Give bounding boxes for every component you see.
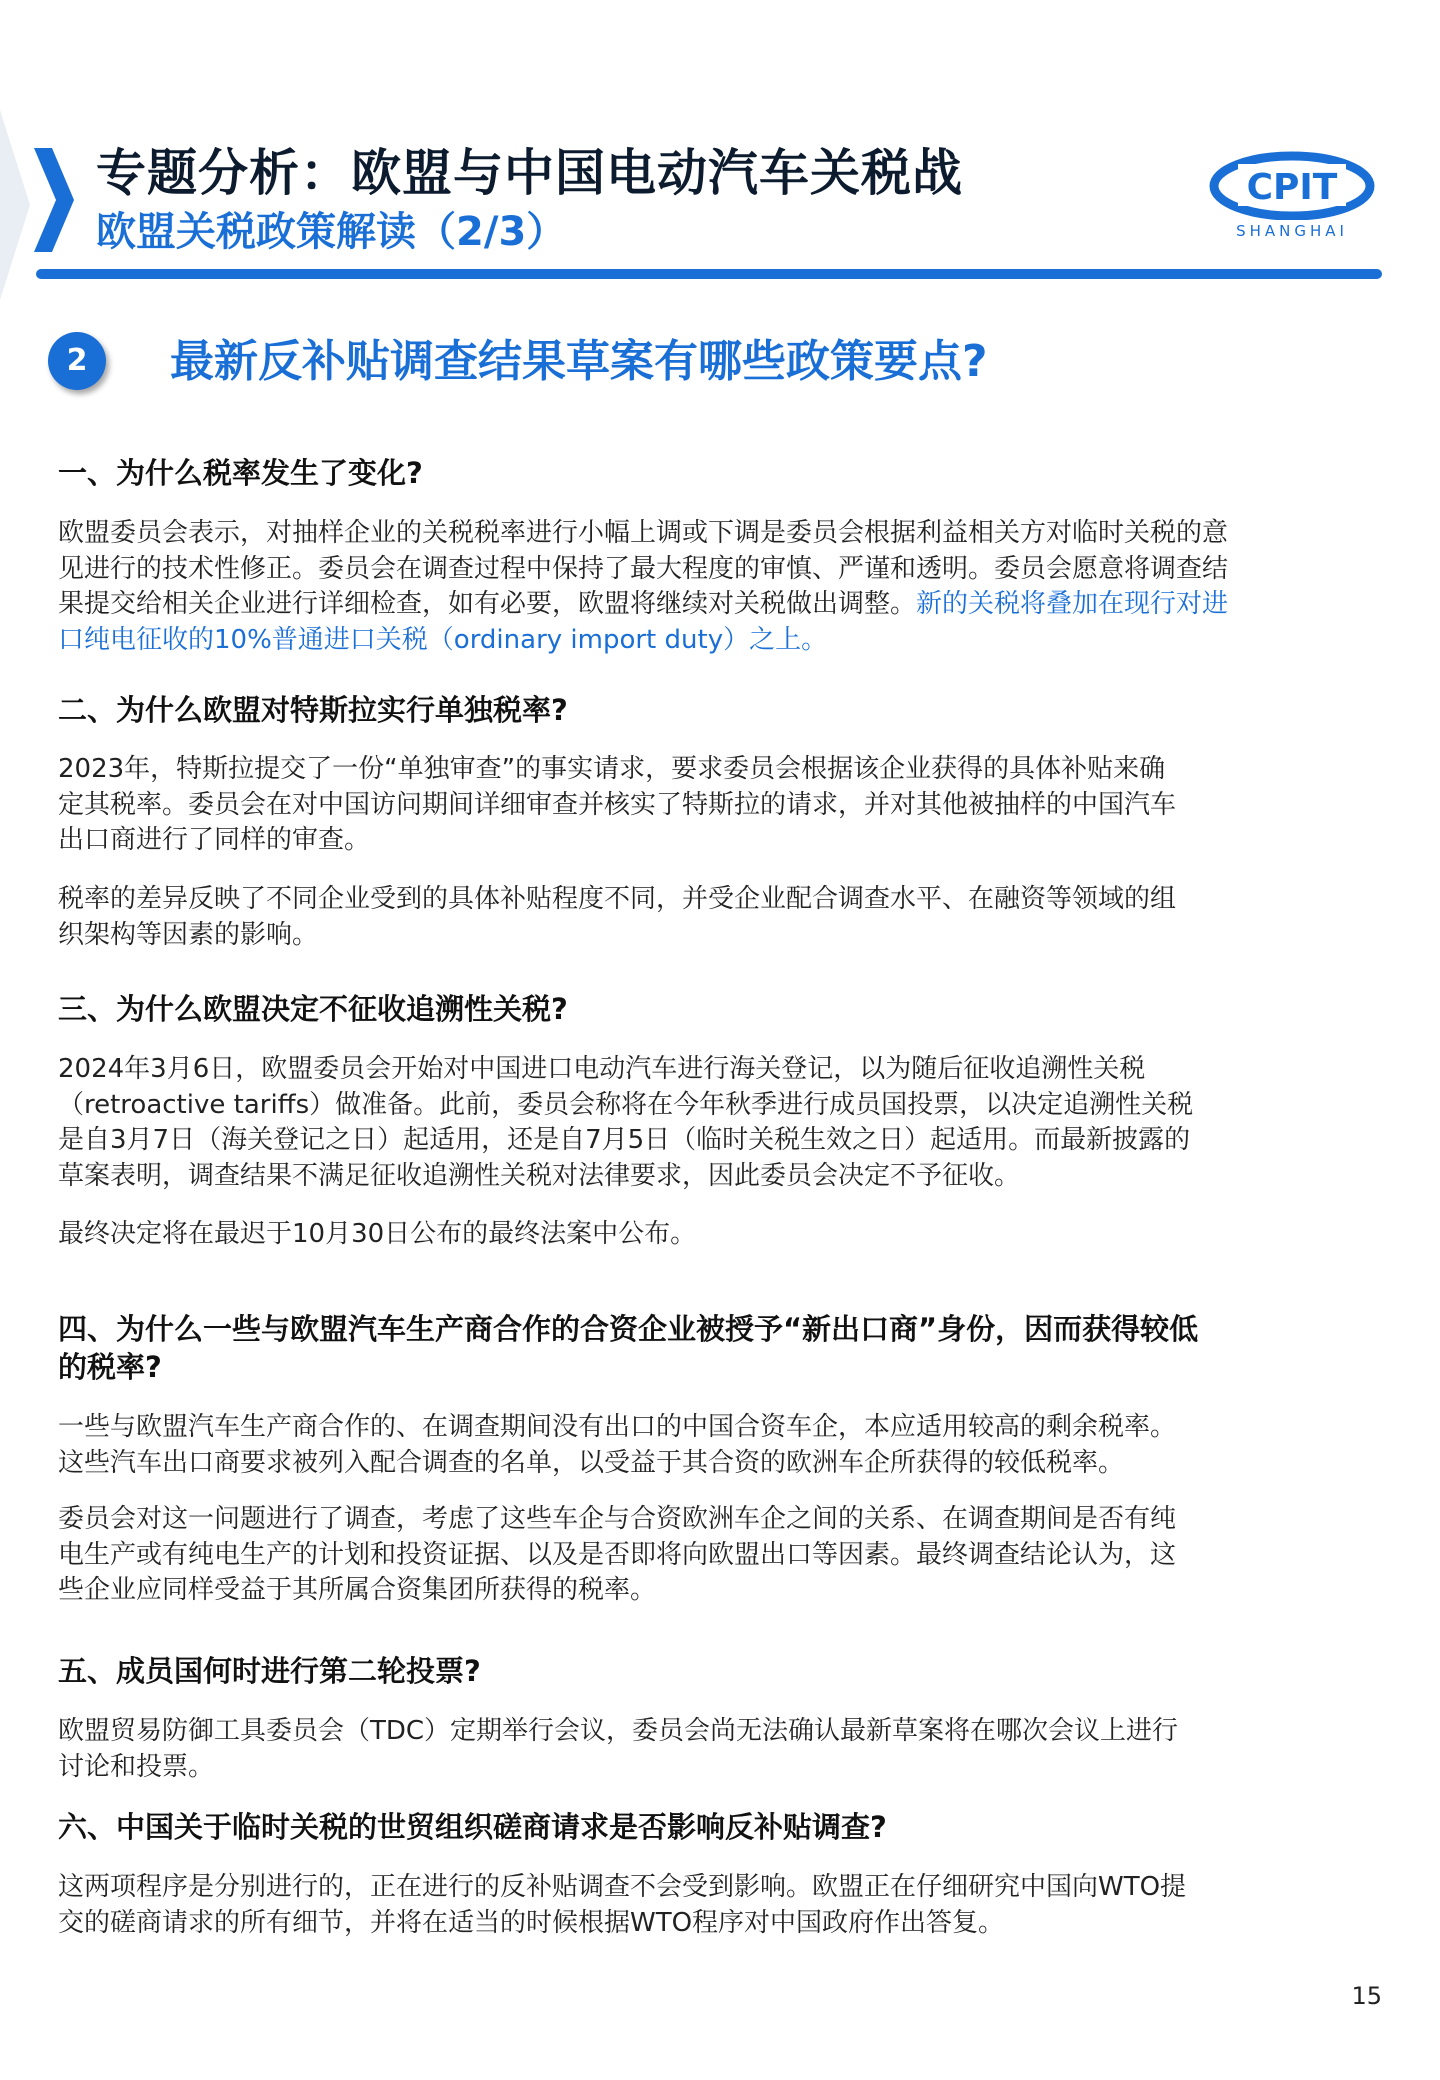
paragraph-line: 交的磋商请求的所有细节，并将在适当的时候根据WTO程序对中国政府作出答复。 bbox=[58, 1907, 1005, 1938]
edge-decoration bbox=[0, 110, 30, 300]
paragraph-line: 织架构等因素的影响。 bbox=[58, 919, 319, 950]
heading-line: 的税率? bbox=[58, 1350, 162, 1384]
item-2-paragraph-2 bbox=[58, 882, 1388, 953]
paragraph-line: 税率的差异反映了不同企业受到的具体补贴程度不同，并受企业配合调查水平、在融资等领域的组 bbox=[58, 884, 1177, 914]
page-number: 15 bbox=[1351, 1982, 1382, 2010]
item-3-heading: 三、为什么欧盟决定不征收追溯性关税? bbox=[58, 992, 568, 1026]
paragraph-line: 定其税率。委员会在对中国访问期间详细审查并核实了特斯拉的请求，并对其他被抽样的中国汽车 bbox=[58, 789, 1177, 820]
item-4-heading bbox=[58, 1310, 1388, 1386]
item-2-paragraph-1 bbox=[58, 752, 1388, 859]
item-6-paragraph bbox=[58, 1870, 1388, 1941]
paragraph-line: 电生产或有纯电生产的计划和投资证据、以及是否即将向欧盟出口等因素。最终调查结论认为，这 bbox=[58, 1539, 1177, 1570]
cpit-logo bbox=[1208, 150, 1376, 242]
paragraph-line: 欧盟贸易防御工具委员会（TDC）定期举行会议，委员会尚无法确认最新草案将在哪次会议上进行 bbox=[58, 1716, 1179, 1746]
paragraph-line: 些企业应同样受益于其所属合资集团所获得的税率。 bbox=[58, 1575, 657, 1605]
chevron-right-icon bbox=[34, 148, 74, 252]
item-6-heading: 六、中国关于临时关税的世贸组织磋商请求是否影响反补贴调查? bbox=[58, 1810, 887, 1844]
paragraph-line: 是自3月7日（海关登记之日）起适用，还是自7月5日（临时关税生效之日）起适用。而最新披露的 bbox=[58, 1125, 1191, 1155]
item-4-paragraph-1 bbox=[58, 1410, 1388, 1481]
paragraph-line: 委员会对这一问题进行了调查，考虑了这些车企与合资欧洲车企之间的关系、在调查期间是否有纯 bbox=[58, 1504, 1177, 1534]
paragraph-line: 2024年3月6日，欧盟委员会开始对中国进口电动汽车进行海关登记，以为随后征收追溯性关税 bbox=[58, 1054, 1146, 1084]
paragraph-line: 见进行的技术性修正。委员会在调查过程中保持了最大程度的审慎、严谨和透明。委员会愿意将调查结 bbox=[58, 553, 1229, 584]
logo-caption: SHANGHAI bbox=[1236, 222, 1348, 240]
paragraph-line: 讨论和投票。 bbox=[58, 1751, 215, 1782]
item-1-heading: 一、为什么税率发生了变化? bbox=[58, 456, 423, 490]
paragraph-text: 果提交给相关企业进行详细检查，如有必要，欧盟将继续对关税做出调整。 bbox=[58, 589, 917, 619]
section-number-badge: 2 bbox=[48, 332, 106, 390]
item-2-heading: 二、为什么欧盟对特斯拉实行单独税率? bbox=[58, 693, 568, 727]
paragraph-line: 出口商进行了同样的审查。 bbox=[58, 825, 371, 855]
paragraph-line: 这两项程序是分别进行的，正在进行的反补贴调查不会受到影响。欧盟正在仔细研究中国向WTO提 bbox=[58, 1872, 1187, 1902]
item-3-paragraph-1 bbox=[58, 1052, 1388, 1194]
heading-line: 四、为什么一些与欧盟汽车生产商合作的合资企业被授予“新出口商”身份，因而获得较低 bbox=[58, 1312, 1199, 1346]
cpit-logo-mark bbox=[1208, 150, 1376, 220]
header-divider bbox=[36, 269, 1382, 279]
paragraph-line: 2023年，特斯拉提交了一份“单独审查”的事实请求，要求委员会根据该企业获得的具体补贴来确 bbox=[58, 754, 1166, 784]
paragraph-line: 这些汽车出口商要求被列入配合调查的名单，以受益于其合资的欧洲车企所获得的较低税率。 bbox=[58, 1447, 1125, 1478]
page-subtitle: 欧盟关税政策解读（2/3） bbox=[96, 209, 567, 255]
paragraph-line: 最终决定将在最迟于10月30日公布的最终法案中公布。 bbox=[58, 1219, 697, 1249]
item-5-heading: 五、成员国何时进行第二轮投票? bbox=[58, 1654, 481, 1688]
paragraph-line bbox=[58, 587, 1388, 623]
logo-mark-text: CPIT bbox=[1246, 167, 1338, 208]
item-4-paragraph-2 bbox=[58, 1502, 1388, 1609]
item-5-paragraph bbox=[58, 1714, 1388, 1785]
highlighted-line: 口纯电征收的10%普通进口关税（ordinary import duty）之上。 bbox=[58, 624, 828, 655]
paragraph-line: （retroactive tariffs）做准备。此前，委员会称将在今年秋季进行成员国投票，以决定追溯性关税 bbox=[58, 1089, 1194, 1120]
page-title: 专题分析：欧盟与中国电动汽车关税战 bbox=[96, 144, 963, 202]
section-question-heading: 最新反补贴调查结果草案有哪些政策要点? bbox=[170, 336, 988, 387]
item-3-paragraph-2 bbox=[58, 1217, 1388, 1253]
paragraph-line: 一些与欧盟汽车生产商合作的、在调查期间没有出口的中国合资车企，本应适用较高的剩余税率。 bbox=[58, 1412, 1177, 1442]
item-1-paragraph bbox=[58, 516, 1388, 658]
paragraph-line: 欧盟委员会表示，对抽样企业的关税税率进行小幅上调或下调是委员会根据利益相关方对临时关税的意 bbox=[58, 518, 1229, 548]
paragraph-line: 草案表明，调查结果不满足征收追溯性关税对法律要求，因此委员会决定不予征收。 bbox=[58, 1160, 1021, 1191]
highlighted-text: 新的关税将叠加在现行对进 bbox=[916, 589, 1229, 619]
